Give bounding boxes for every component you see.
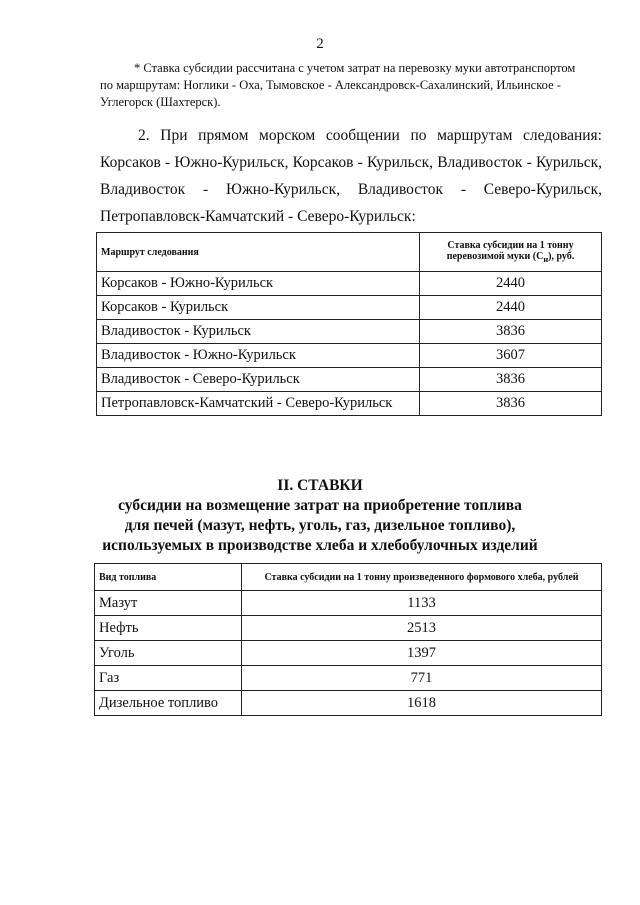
route-column-header: Маршрут следования [97,233,420,272]
table-row [97,392,602,416]
table-row [95,666,602,691]
table-row [95,591,602,616]
route-cell: Петропавловск-Камчатский - Северо-Курильск [97,392,420,416]
footnote [100,60,602,111]
rate-cell: 3607 [420,344,602,368]
route-cell: Владивосток - Курильск [97,320,420,344]
section-title-line: используемых в производстве хлеба и хлебобулочных изделий [102,537,538,554]
footnote-line: Углегорск (Шахтерск). [100,95,221,109]
routes-rate-table [96,232,602,416]
route-cell: Владивосток - Южно-Курильск [97,344,420,368]
table-row [97,368,602,392]
route-cell: Владивосток - Северо-Курильск [97,368,420,392]
paragraph-line: Владивосток - Южно-Курильск, Владивосток - Северо-Курильск, [100,181,602,198]
section-title [0,476,640,556]
rate-cell: 2440 [420,272,602,296]
rate-header-subscript: н [543,255,549,264]
footnote-line: * Ставка субсидии рассчитана с учетом затрат на перевозку муки автотранспортом [134,61,576,75]
rate-cell: 3836 [420,392,602,416]
table-header-row [95,564,602,591]
section-title-line: для печей (мазут, нефть, уголь, газ, дизельное топливо), [124,517,516,534]
rate-cell: 2440 [420,296,602,320]
rate-cell: 771 [242,666,602,691]
table-row [95,691,602,716]
paragraph-line: 2. При прямом морском сообщении по маршрутам следования: [138,127,602,144]
rate-cell: 1618 [242,691,602,716]
table-row [95,641,602,666]
rate-cell: 2513 [242,616,602,641]
fuel-cell: Мазут [95,591,242,616]
fuel-rate-table [94,563,602,716]
rate-cell: 3836 [420,368,602,392]
table-row [97,272,602,296]
table-header-row [97,233,602,272]
table-row [97,344,602,368]
paragraph-line: Петропавловск-Камчатский - Северо-Курильск: [100,208,416,225]
rate-header-line: Ставка субсидии на 1 тонну [447,240,574,251]
fuel-column-header: Вид топлива [95,564,242,591]
routes-paragraph [100,122,602,230]
rate-header-line: перевозимой муки (С [446,251,544,262]
table-row [95,616,602,641]
fuel-cell: Газ [95,666,242,691]
paragraph-line: Корсаков - Южно-Курильск, Корсаков - Курильск, Владивосток - Курильск, [100,154,602,171]
route-cell: Корсаков - Южно-Курильск [97,272,420,296]
rate-column-header [420,233,602,272]
table-row [97,296,602,320]
footnote-line: по маршрутам: Ноглики - Оха, Тымовское - Александровск-Сахалинский, Ильинское - [100,78,561,92]
page-number: 2 [316,36,324,52]
rate-header-line-end: ), руб. [548,251,575,262]
rate-cell: 1397 [242,641,602,666]
fuel-cell: Нефть [95,616,242,641]
route-cell: Корсаков - Курильск [97,296,420,320]
fuel-cell: Дизельное топливо [95,691,242,716]
rate-cell: 1133 [242,591,602,616]
table-row [97,320,602,344]
rate-cell: 3836 [420,320,602,344]
section-title-line: II. СТАВКИ [277,477,363,494]
fuel-cell: Уголь [95,641,242,666]
rate-column-header: Ставка субсидии на 1 тонну произведенного формового хлеба, рублей [242,564,602,591]
section-title-line: субсидии на возмещение затрат на приобретение топлива [118,497,522,514]
